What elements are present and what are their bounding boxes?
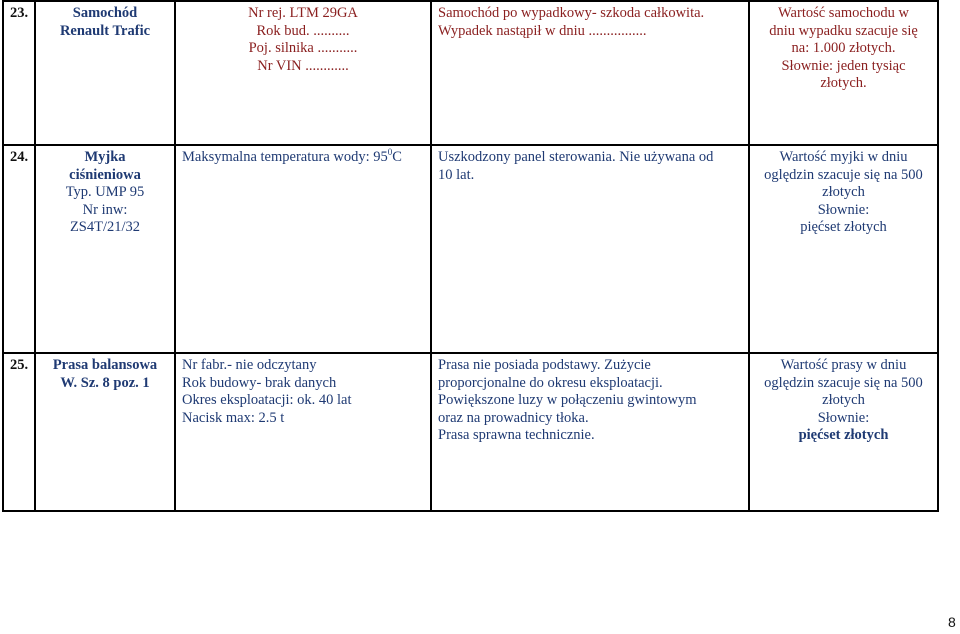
row-number: 24. bbox=[3, 145, 35, 353]
row-number: 25. bbox=[3, 353, 35, 511]
item-name: Myjka ciśnieniowa Typ. UMP 95 Nr inw: ZS4T/21/32 bbox=[35, 145, 175, 353]
table-row bbox=[3, 353, 938, 511]
item-value: Wartość myjki w dniu oględzin szacuje się na 500 złotych Słownie: pięćset złotych bbox=[749, 145, 938, 353]
item-condition: Samochód po wypadkowy- szkoda całkowita. Wypadek nastąpił w dniu ................ bbox=[431, 1, 749, 145]
inventory-table bbox=[2, 0, 939, 512]
table-row bbox=[3, 1, 938, 145]
item-condition: Prasa nie posiada podstawy. Zużycie proporcjonalne do okresu eksploatacji. Powiększone luzy w połączeniu gwintowym oraz na prowadnicy tłoka. Prasa sprawna technicznie. bbox=[431, 353, 749, 511]
table-row bbox=[3, 145, 938, 353]
item-specification: Nr rej. LTM 29GA Rok bud. .......... Poj. silnika ........... Nr VIN ............ bbox=[175, 1, 431, 145]
row-number: 23. bbox=[3, 1, 35, 145]
item-condition: Uszkodzony panel sterowania. Nie używana od 10 lat. bbox=[431, 145, 749, 353]
item-name: Prasa balansowa W. Sz. 8 poz. 1 bbox=[35, 353, 175, 511]
item-specification: Nr fabr.- nie odczytany Rok budowy- brak danych Okres eksploatacji: ok. 40 lat Nacisk max: 2.5 t bbox=[175, 353, 431, 511]
item-value: Wartość prasy w dniu oględzin szacuje się na 500 złotych Słownie: pięćset złotych bbox=[749, 353, 938, 511]
item-value: Wartość samochodu w dniu wypadku szacuje się na: 1.000 złotych. Słownie: jeden tysiąc złotych. bbox=[749, 1, 938, 145]
item-specification: Maksymalna temperatura wody: $95^0C$ bbox=[175, 145, 431, 353]
item-name: Samochód Renault Trafic bbox=[35, 1, 175, 145]
page-number: 8 bbox=[948, 614, 956, 630]
